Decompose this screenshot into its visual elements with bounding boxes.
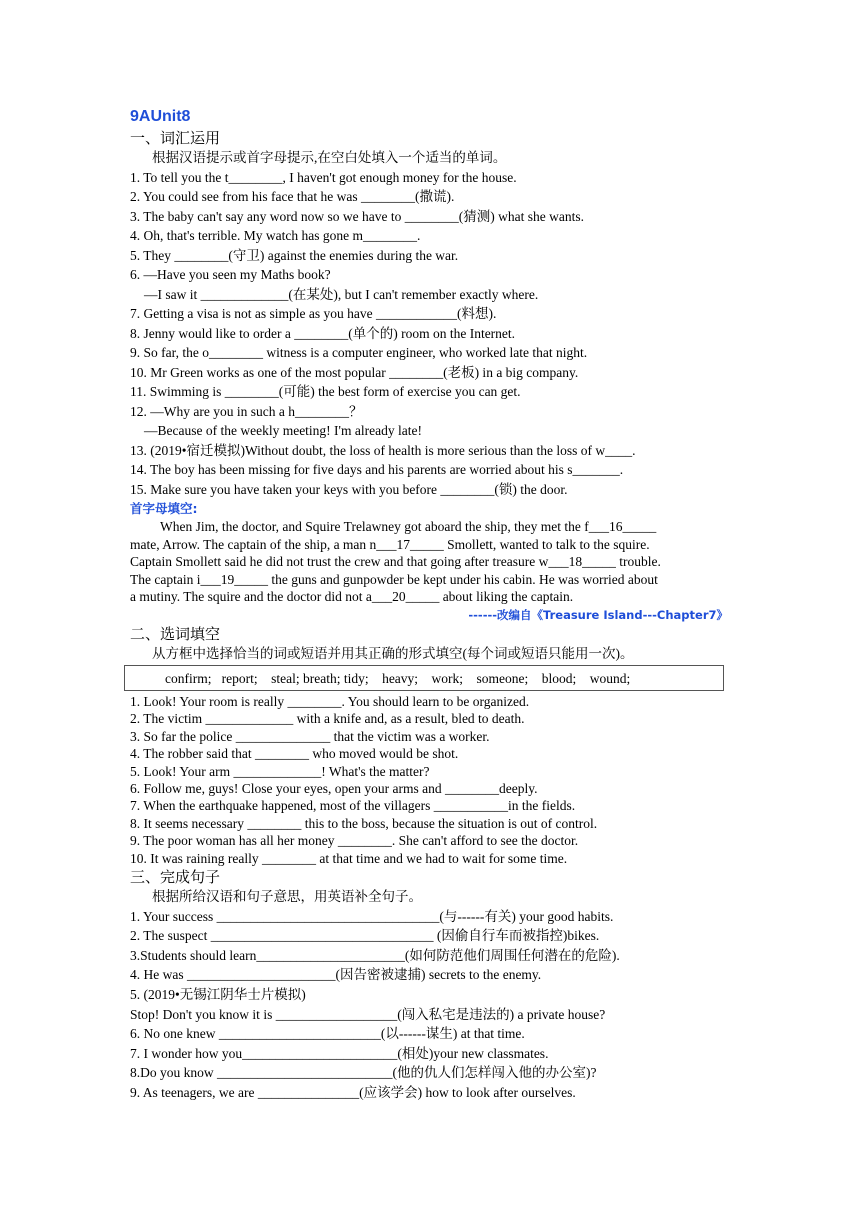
list-item: 5. (2019•无锡江阴华士片模拟) [130,986,306,1002]
list-item: 4. He was ______________________(因告密被逮捕) secrets to the enemy. [130,967,542,983]
list-item: 2. You could see from his face that he was ________(撒谎). [130,189,455,204]
list-item: 12. —Why are you in such a h________？ [130,403,363,419]
list-item: 4. Oh, that's terrible. My watch has gone m________. [130,228,421,243]
list-item: 9. So far, the o________ witness is a computer engineer, who worked late that night. [130,345,588,360]
list-item: 3.Students should learn______________________(如何防范他们周围任何潜在的危险). [130,947,620,963]
list-item: 13. (2019•宿迁模拟)Without doubt, the loss of health is more serious than the loss of w____. [130,442,636,458]
section-instruction-vocabulary: 根据汉语提示或首字母提示,在空白处填入一个适当的单词。 [152,150,507,165]
list-item: 6. Follow me, guys! Close your eyes, open your arms and ________deeply. [130,781,538,797]
list-item: 3. So far the police ______________ that the victim was a worker. [130,728,490,744]
list-item: 14. The boy has been missing for five days and his parents are worried about his s_______. [130,462,624,477]
complete-sentences-list [130,907,730,1103]
cloze-passage [130,518,728,606]
list-item: 4. The robber said that ________ who moved would be shot. [130,746,459,762]
word-choice-list [130,693,730,867]
word-box: confirm; report; steal; breath; tidy; heavy; work; someone; blood; wound; [124,665,724,691]
document-title: 9AUnit8 [130,108,191,125]
list-item: 1. To tell you the t________, I haven't got enough money for the house. [130,169,517,185]
list-item: 6. No one knew ________________________(以------谋生) at that time. [130,1026,525,1042]
list-item: 5. They ________(守卫) against the enemies during the war. [130,247,459,263]
section-instruction-complete-sentences: 根据所给汉语和句子意思，用英语补全句子。 [152,889,422,905]
section-heading-word-choice: 二、选词填空 [130,624,221,643]
list-item: Stop! Don't you know it is __________________(闯入私宅是违法的) a private house? [130,1006,606,1022]
list-item: 2. The suspect _________________________________ (因偷自行车而被指控)bikes. [130,928,600,944]
list-item: 8. It seems necessary ________ this to the boss, because the situation is out of control. [130,815,598,831]
passage-line: Captain Smollett said he did not trust the crew and that going after treasure w___18_____ trouble. [130,554,661,569]
list-item: 15. Make sure you have taken your keys with you before ________(锁) the door. [130,481,568,497]
list-item: 7. I wonder how you_______________________(相处)your new classmates. [130,1045,549,1061]
list-item: 7. Getting a visa is not as simple as you have ____________(料想). [130,306,497,321]
passage-line: mate, Arrow. The captain of the ship, a man n___17_____ Smollett, wanted to talk to the squire. [130,536,650,552]
list-item: 11. Swimming is ________(可能) the best form of exercise you can get. [130,384,521,399]
list-item: 2. The victim _____________ with a knife and, as a result, bled to death. [130,711,525,727]
list-item: 8. Jenny would like to order a ________(单个的) room on the Internet. [130,325,516,341]
section-instruction-word-choice: 从方框中选择恰当的词或短语并用其正确的形式填空(每个词或短语只能用一次)。 [152,645,634,661]
section-heading-vocabulary: 一、词汇运用 [130,129,221,147]
list-item: 9. The poor woman has all her money ________. She can't afford to see the doctor. [130,833,579,849]
passage-source: ------改编自《Treasure Island---Chapter7》 [468,607,728,622]
section-heading-complete-sentences: 三、完成句子 [130,868,221,887]
list-item: 9. As teenagers, we are _______________(应该学会) how to look after ourselves. [130,1084,576,1100]
list-item: 10. Mr Green works as one of the most popular ________(老板) in a big company. [130,364,579,380]
list-item: —I saw it _____________(在某处), but I can't remember exactly where. [144,286,539,302]
passage-line: a mutiny. The squire and the doctor did not a___20_____ about liking the captain. [130,589,574,604]
worksheet-page [130,106,730,1103]
passage-line: The captain i___19_____ the guns and gunpowder be kept under his cabin. He was worried about [130,571,658,587]
list-item: 8.Do you know __________________________(他的仇人们怎样闯入他的办公室)? [130,1065,597,1081]
cloze-heading: 首字母填空: [130,501,198,516]
list-item: 5. Look! Your arm _____________! What's the matter? [130,763,430,779]
list-item: 1. Look! Your room is really ________. You should learn to be organized. [130,694,530,709]
list-item: 7. When the earthquake happened, most of the villagers ___________in the fields. [130,798,576,814]
passage-line: When Jim, the doctor, and Squire Trelawney got aboard the ship, they met the f___16_____ [160,519,657,534]
list-item: —Because of the weekly meeting! I'm already late! [144,423,422,438]
list-item: 1. Your success _________________________________(与------有关) your good habits. [130,908,614,924]
list-item: 3. The baby can't say any word now so we have to ________(猜测) what she wants. [130,208,584,224]
vocabulary-list [130,168,730,500]
list-item: 10. It was raining really ________ at that time and we had to wait for some time. [130,850,568,866]
list-item: 6. —Have you seen my Maths book? [130,267,331,282]
